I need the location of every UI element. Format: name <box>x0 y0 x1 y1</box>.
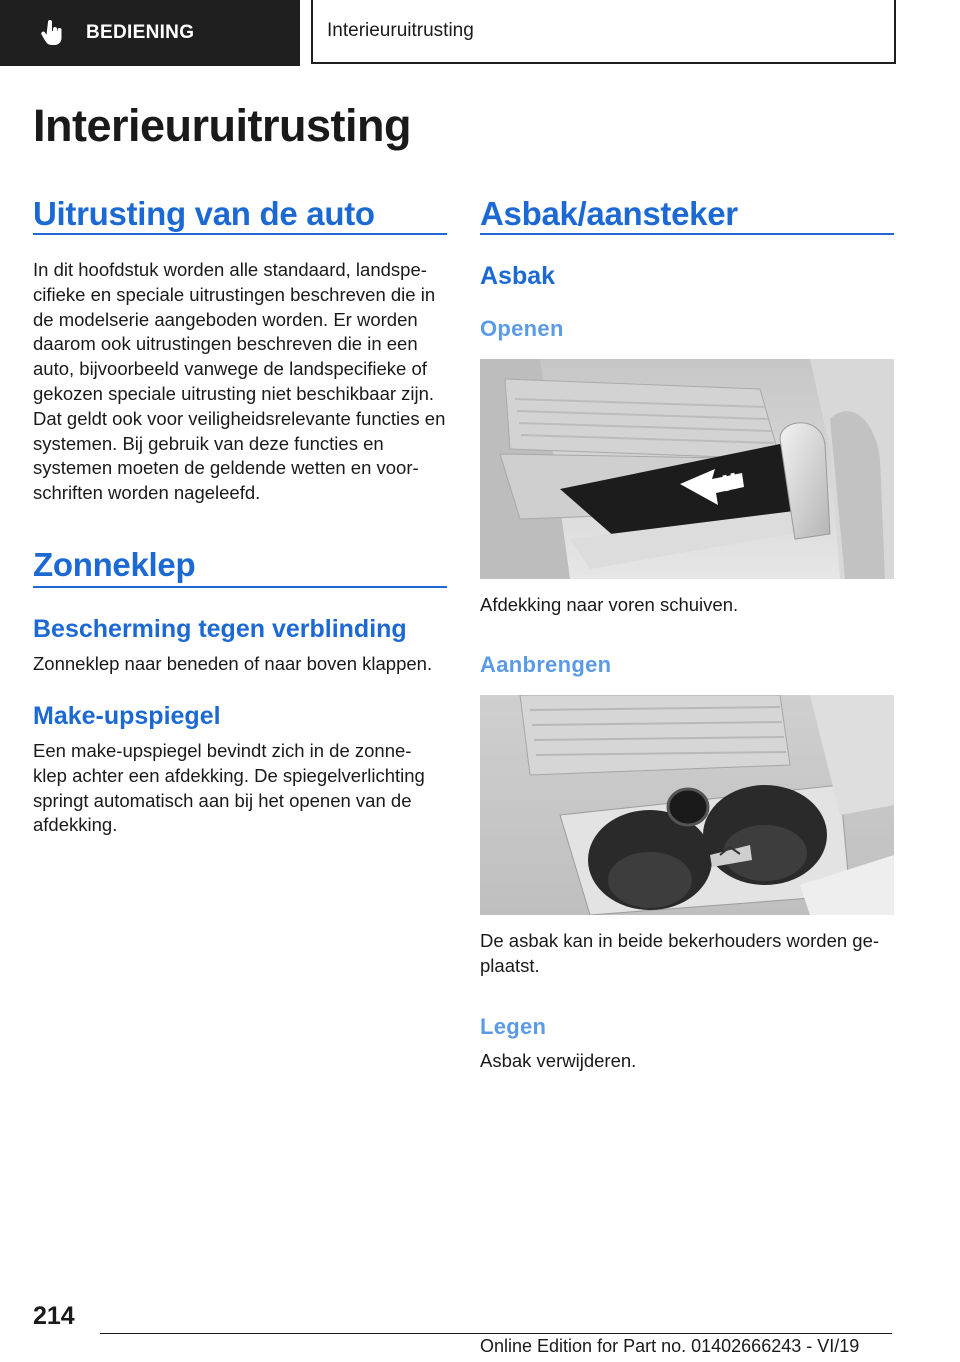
heading-openen: Openen <box>480 316 564 341</box>
heading-bescherming: Bescherming tegen verblinding <box>33 615 407 643</box>
heading-asbak-aansteker: Asbak/aansteker <box>480 195 738 232</box>
cupholder-illustration <box>480 695 894 915</box>
section-tab[interactable] <box>311 0 896 64</box>
cupholder-image <box>480 695 894 915</box>
section-label: Interieuruitrusting <box>327 20 474 41</box>
legen-body: Asbak verwijderen. <box>480 1050 637 1071</box>
heading-rule <box>480 233 894 235</box>
page-number: 214 <box>33 1302 75 1330</box>
heading-aanbrengen: Aanbrengen <box>480 652 612 677</box>
ashtray-cover-image <box>480 359 894 579</box>
heading-rule <box>33 233 447 235</box>
make-upspiegel-body: Een make-upspiegel bevindt zich in de zonne‐ klep achter een afdekking. De spiegelverlichting springt automatisch aan bij het openen van de afdekking. <box>33 740 425 836</box>
heading-legen: Legen <box>480 1014 547 1039</box>
openen-caption: Afdekking naar voren schuiven. <box>480 594 739 615</box>
chapter-label: BEDIENING <box>86 22 195 43</box>
edition-footer: Online Edition for Part no. 01402666243 - VI/19 <box>480 1336 860 1356</box>
ashtray-cover-illustration <box>480 359 894 579</box>
footer-rule <box>100 1333 892 1334</box>
heading-zonneklep: Zonneklep <box>33 546 196 583</box>
heading-make-upspiegel: Make-upspiegel <box>33 702 221 730</box>
chapter-tab[interactable] <box>0 0 300 66</box>
heading-uitrusting: Uitrusting van de auto <box>33 195 375 232</box>
aanbrengen-caption: De asbak kan in beide bekerhouders worden ge‐ plaatst. <box>480 930 880 976</box>
page-title: Interieuruitrusting <box>33 100 412 151</box>
bescherming-body: Zonneklep naar beneden of naar boven klappen. <box>33 653 433 674</box>
heading-asbak: Asbak <box>480 262 556 290</box>
heading-rule <box>33 586 447 588</box>
hand-pointer-icon <box>38 19 66 47</box>
uitrusting-body: In dit hoofdstuk worden alle standaard, landspe‐ cifieke en speciale uitrustingen beschreven die in de modelserie aangeboden worden. Er worden daarom ook uitrustingen beschreven die in een auto, bijvoorbeeld vanwege de landspecifieke of gekozen speciale uitrusting niet beschikbaar zijn. Dat geldt ook voor veiligheidsrelevante functies en systemen. Bij gebruik van deze functies en systemen moeten de geldende wetten en voor‐ schriften worden nageleefd. <box>33 259 446 504</box>
